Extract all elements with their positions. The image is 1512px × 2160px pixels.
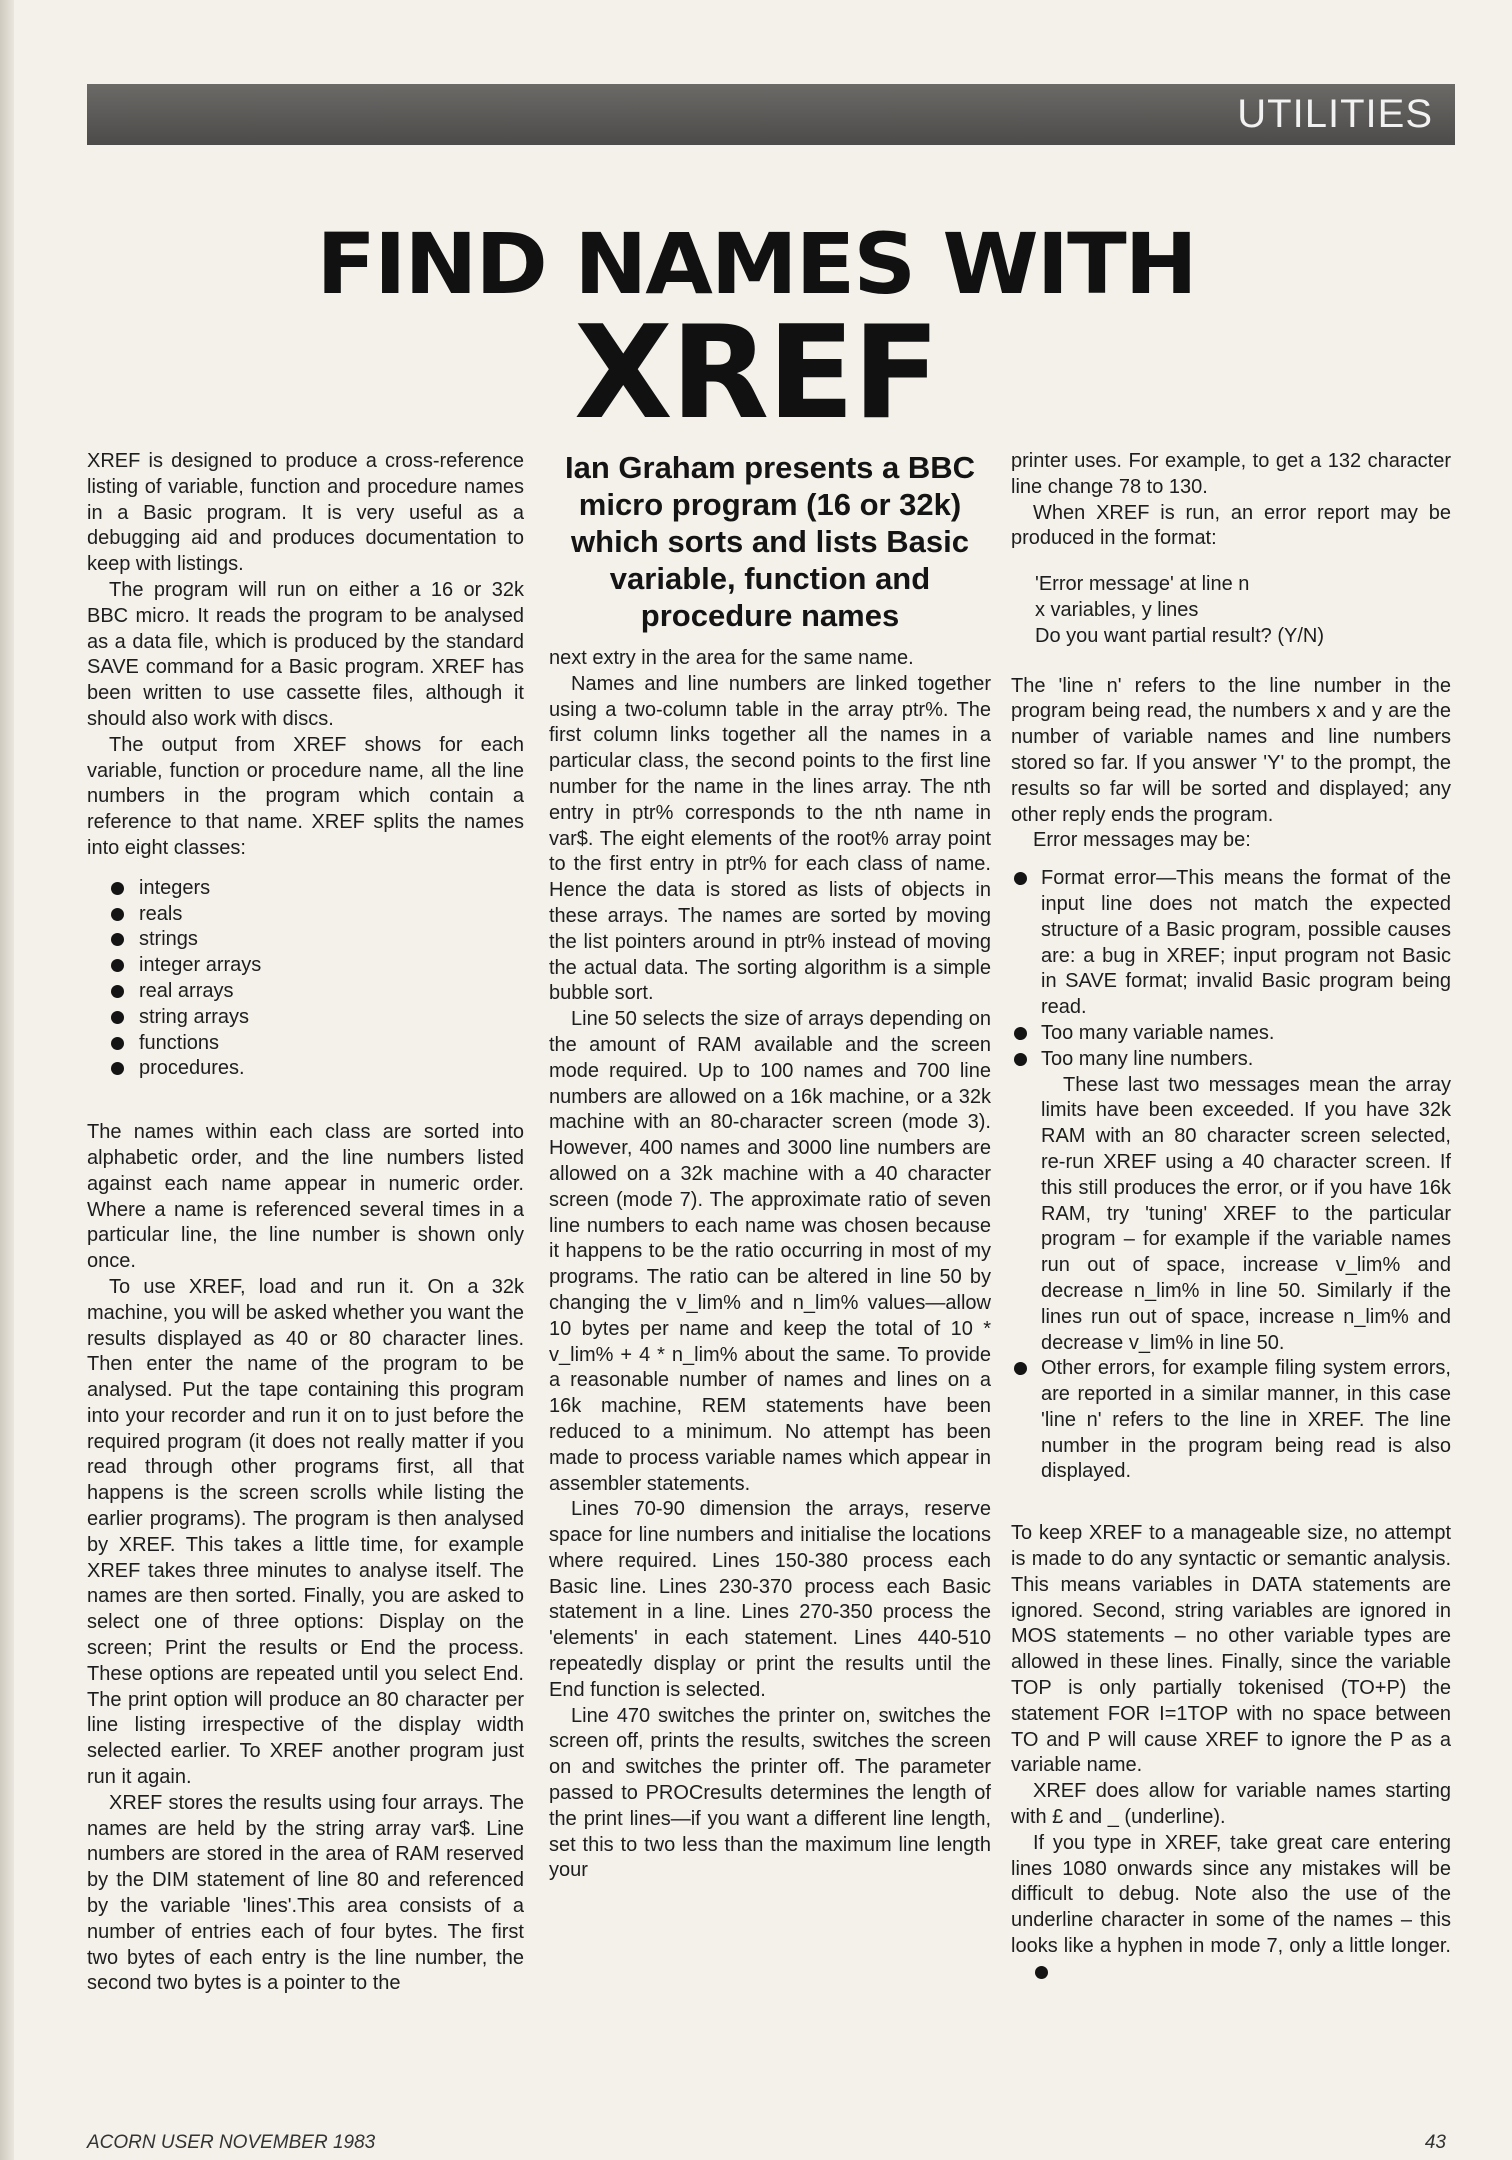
paragraph: The 'line n' refers to the line number in the program being read, the numbers x and y are the number of variable names and line numbers stored so far. If you answer 'Y' to the prompt, the results so far will be sorted and displayed; any other reply ends the program. <box>1011 674 1451 826</box>
paragraph: The names within each class are sorted into alphabetic order, and the line numbers listed against each name appear in numeric order. Where a name is referenced several times in a particular line, the line number is shown only once. <box>87 1121 524 1273</box>
paragraph: When XREF is run, an error report may be produced in the format: <box>1011 501 1451 550</box>
paragraph: Line 50 selects the size of arrays depending on the amount of RAM available and the screen mode required. Up to 100 names and 700 line numbers are allowed on a 16k machine, or a 32k machine with an 80-character screen (mode 3). However, 400 names and 3000 line numbers are allowed on a 32k machine with a 40 character screen (mode 7). The approximate ratio of seven line numbers to each name was chosen because it happens to be the ratio occurring in most of my programs. The ratio can be altered in line 50 by changing the v_lim% and n_lim% values—allow 10 bytes per name and keep the total of 10 * v_lim% + 4 * n_lim% about the same. To provide a reasonable number of names and lines on a 16k machine, REM statements have been reduced to a minimum. No attempt has been made to process variable names which appear in assembler statements. <box>549 1008 991 1495</box>
paragraph: To keep XREF to a manageable size, no attempt is made to do any syntactic or semantic analysis. This means variables in DATA statements are ignored. Second, string variables are ignored in MOS statements – no other variable types are allowed in these lines. Finally, since the variable TOP is only partially tokenised (TO+P) the statement FOR I=1TOP with no space between TO and P will cause XREF to ignore the P as a variable name. <box>1011 1522 1451 1777</box>
list-item-label: string arrays <box>139 1005 250 1028</box>
headline-line-1: FIND NAMES WITH <box>316 215 1196 313</box>
list-item-label: Other errors, for example filing system errors, are reported in a similar manner, in this case 'line n' refers to the line in XREF. The line number in the program being read is also displayed. <box>1041 1357 1451 1483</box>
list-item <box>1011 1047 1451 1357</box>
list-item <box>111 876 524 902</box>
bullet-icon <box>1014 1053 1027 1066</box>
list-item <box>1011 1021 1451 1047</box>
list-item <box>111 1031 524 1057</box>
bullet-icon <box>111 985 124 998</box>
list-item-label: real arrays <box>139 979 234 1002</box>
error-message-list <box>1011 866 1451 1485</box>
paragraph: XREF does allow for variable names starting with £ and _ (underline). <box>1011 1780 1451 1829</box>
format-line: Do you want partial result? (Y/N) <box>1035 624 1325 647</box>
format-line: 'Error message' at line n <box>1035 573 1250 596</box>
error-note: These last two messages mean the array limits have been exceeded. If you have 32k RAM with an 80 character screen selected, re-run XREF using a 40 character screen. If this still produces the error, or if you have 16k RAM, try 'tuning' XREF to the particular program – for example if the variable names run out of space, increase v_lim% and decrease n_lim% in line 50. Similarly if the lines run out of space, increase n_lim% and decrease v_lim% in line 50. <box>1041 1073 1451 1354</box>
paragraph: The output from XREF shows for each variable, function or procedure name, all the line numbers in the program which contain a reference to that name. XREF splits the names into eight classes: <box>87 733 524 859</box>
list-item-label: functions <box>139 1031 220 1054</box>
end-mark-icon <box>1035 1966 1048 1979</box>
bullet-icon <box>111 882 124 895</box>
list-item <box>111 979 524 1005</box>
bullet-icon <box>1014 1027 1027 1040</box>
bullet-icon <box>111 933 124 946</box>
bullet-icon <box>111 908 124 921</box>
list-item-label: integers <box>139 876 211 899</box>
paragraph: XREF stores the results using four arrays. The names are held by the string array var$. Line numbers are stored in the area of RAM reserved by the DIM statement of line 80 and referenced by the variable 'lines'.This area consists of a number of entries each of four bytes. The first two bytes of each entry is the line number, the second two bytes is a pointer to the <box>87 1791 524 1995</box>
paragraph: Names and line numbers are linked together using a two-column table in the array ptr%. The first column links together all the names in a particular class, the second points to the first line number for the name in the lines array. The nth entry in ptr% corresponds to the nth name in var$. The eight elements of the root% array point to the first entry in ptr% for each class of name. Hence the data is stored as lists of objects in these arrays. The names are sorted by moving the list pointers around in ptr% instead of moving the actual data. The sorting algorithm is a simple bubble sort. <box>549 672 991 1005</box>
standfirst: Ian Graham presents a BBC micro program (16 or 32k) which sorts and lists Basic variable, function and procedure names <box>564 450 976 633</box>
list-item <box>111 1056 524 1082</box>
list-item <box>1011 866 1451 1021</box>
bullet-icon <box>111 1011 124 1024</box>
list-item <box>111 1005 524 1031</box>
closing-paragraph-text: If you type in XREF, take great care entering lines 1080 onwards since any mistakes will be difficult to debug. Note also the use of the underline character in some of the names – this looks like a hyphen in mode 7, only a little longer. <box>1011 1831 1451 1958</box>
headline-line-2: XREF <box>573 299 939 448</box>
article-column-3 <box>1011 449 1451 1986</box>
bullet-icon <box>111 959 124 972</box>
list-item-label: Too many variable names. <box>1041 1021 1275 1044</box>
paragraph: Line 470 switches the printer on, switches the screen off, prints the results, switches the screen on and switches the printer off. The parameter passed to PROCresults determines the length of the print lines—if you want a different line length, set this to two less than the maximum line length your <box>549 1704 991 1882</box>
page-number: 43 <box>1424 2132 1446 2153</box>
bullet-icon <box>111 1037 124 1050</box>
paragraph: Error messages may be: <box>1033 829 1251 852</box>
list-item <box>111 902 524 928</box>
article-column-2 <box>549 449 991 1884</box>
list-item <box>111 927 524 953</box>
format-line: x variables, y lines <box>1035 598 1199 621</box>
list-item-label: Format error—This means the format of the input line does not match the expected structure of a Basic program, possible causes are: a bug in XREF; input program not Basic in SAVE format; invalid Basic program being read. <box>1041 867 1451 1019</box>
paragraph: next extry in the area for the same name. <box>549 647 914 669</box>
name-class-list <box>87 876 524 1082</box>
paragraph: printer uses. For example, to get a 132 character line change 78 to 130. <box>1011 450 1451 498</box>
list-item-label: Too many line numbers. <box>1041 1047 1254 1070</box>
bullet-icon <box>111 1062 124 1075</box>
paragraph <box>1011 1831 1451 1986</box>
list-item <box>1011 1356 1451 1485</box>
list-item <box>111 953 524 979</box>
list-item-label: procedures. <box>139 1057 245 1080</box>
section-label: UTILITIES <box>1237 92 1433 136</box>
error-format-block <box>1035 572 1451 649</box>
list-item-label: integer arrays <box>139 954 262 977</box>
article-column-1 <box>87 449 524 1997</box>
list-item-label: strings <box>139 928 198 951</box>
list-item-label: reals <box>139 902 183 925</box>
footer-issue: ACORN USER NOVEMBER 1983 <box>87 2132 376 2153</box>
paragraph: Lines 70-90 dimension the arrays, reserve space for line numbers and initialise the locations where required. Lines 150-380 process each Basic line. Lines 230-370 process each Basic statement in a line. Lines 270-350 process the 'elements' in each statement. Lines 440-510 repeatedly display or print the results until the End function is selected. <box>549 1498 991 1701</box>
paragraph: The program will run on either a 16 or 32k BBC micro. It reads the program to be analysed as a data file, which is produced by the standard SAVE command for a Basic program. XREF has been written to use cassette files, although it should also work with discs. <box>87 578 524 730</box>
paragraph: To use XREF, load and run it. On a 32k machine, you will be asked whether you want the results displayed as 40 or 80 character lines. Then enter the name of the program to be analysed. Put the tape containing this program into your recorder and run it on to just before the required program (it does not really matter if you read through other programs first, all that happens is the screen scrolls while listing the earlier programs). The program is then analysed by XREF. This takes a little time, for example XREF takes three minutes to analyse itself. The names are then sorted. Finally, you are asked to select one of three options: Display on the screen; Print the results or End the process. These options are repeated until you select End. The print option will produce an 80 character per line listing irrespective of the display width selected earlier. To XREF another program just run it again. <box>87 1275 524 1789</box>
section-banner <box>87 84 1455 145</box>
bullet-icon <box>1014 872 1027 885</box>
paragraph: XREF is designed to produce a cross-reference listing of variable, function and procedure names in a Basic program. It is very useful as a debugging aid and produces documentation to keep with listings. <box>87 450 524 576</box>
bullet-icon <box>1014 1362 1027 1375</box>
